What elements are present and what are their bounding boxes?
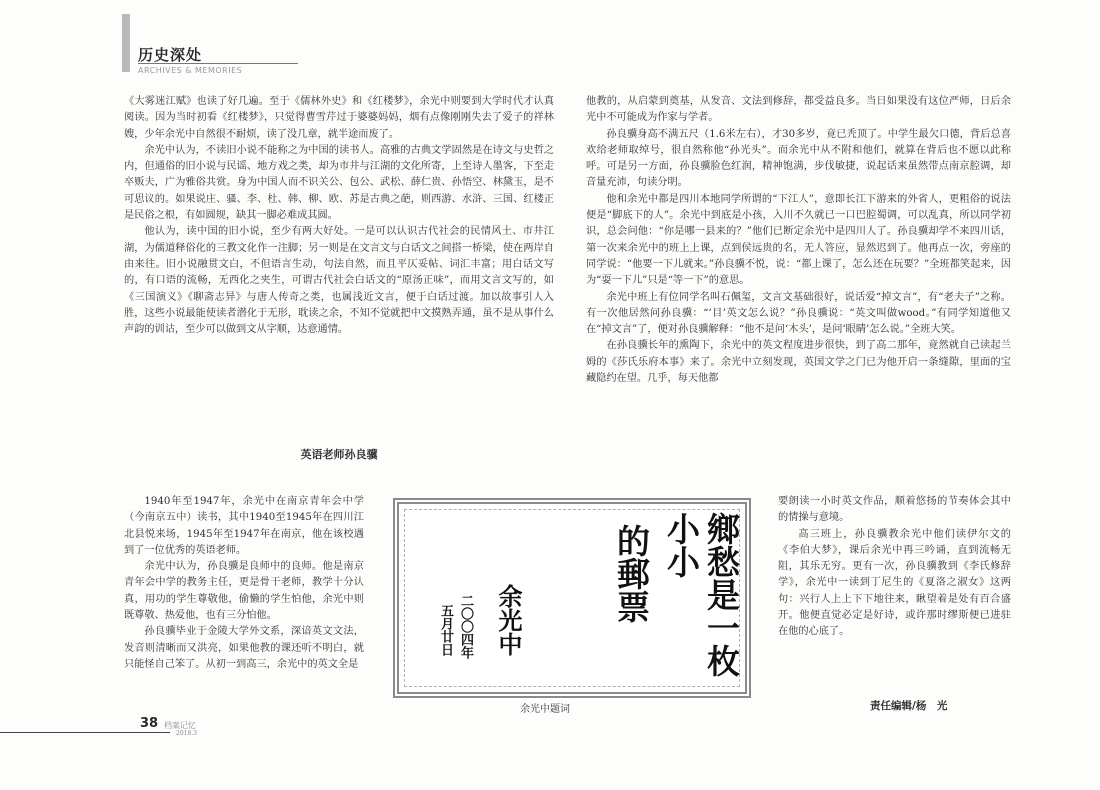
magazine-name: 档案记忆 — [164, 721, 196, 730]
section-title: 历史深处 — [138, 46, 203, 64]
calligraphy-date-line2: 五月廿日 — [438, 604, 453, 656]
calligraphy-title-line1: 鄉愁是一枚小小 — [662, 512, 741, 677]
right-column — [586, 94, 1011, 387]
right-column-lower — [778, 494, 1011, 641]
header-bar — [122, 14, 130, 72]
paragraph: 要朗读一小时英文作品，顺着悠扬的节奏体会其中的情操与意境。 — [778, 496, 1011, 524]
page-number: 38 — [140, 716, 159, 731]
calligraphy-author: 余光中 — [494, 584, 523, 656]
paragraph: 他和余光中都是四川本地同学所谓的“下江人”，意即长江下游来的外省人，更粗俗的说法便是“脚底下的人”。余光中到底是小孩，入川不久就已一口巴腔蜀调，可以乱真，所以同学初识，总会问他：“你是哪一县来的？”他们已断定余光中是四川人了。孙良骥却学不来四川话，第一次来余光中的班上上课，点到侯远贵的名，无人答应，显然迟到了。他再点一次，旁座的同学说：“他要一下儿就来。”孙良骥不悦，说：“都上课了，怎么还在玩要？”全班都笑起来，因为“耍一下儿”只是“等一下”的意思。 — [586, 193, 1011, 287]
subsection-heading: 英语老师孙良骥 — [300, 448, 378, 461]
paragraph: 他教的，从启蒙到奠基，从发音、文法到修辞，都受益良多。当日如果没有这位严师，日后余光中不可能成为作家与学者。 — [586, 96, 1011, 124]
paragraph: 《大雾迷江赋》也读了好几遍。至于《儒林外史》和《红楼梦》，余光中则要到大学时代才认真阅读。因为当时初看《红楼梦》，只觉得曹雪芹过于婆婆妈妈，烟有点像刚刚失去了爱子的祥林嫂，少年余光中自然很不耐烦，读了没几章，就半途而废了。 — [124, 96, 554, 140]
paragraph: 1940年至1947年，余光中在南京青年会中学（今南京五中）读书，其中1940至1945年在四川江北县悦来场，1945年至1947年在南京，他在该校遇到了一位优秀的英语老师。 — [124, 496, 364, 556]
paragraph: 余光中认为，孙良骥是良师中的良师。他是南京青年会中学的教务主任，更是骨干老师，教学十分认真，用功的学生尊敬他，偷懒的学生怕他，余光中则既尊敬、热爱他，也有三分怕他。 — [124, 561, 364, 622]
paragraph: 余光中班上有位同学名叫石佩玺，文言文基础很好，说话爱“掉文言”，有“老夫子”之称。有一次他居然问孙良骥：“‘目’英文怎么说？”孙良骥说：“英文叫做wood。”有同学知道他又在“掉文言”了，便对孙良骥解释：“他不是问‘木头’，是问‘眼睛’怎么说。”全班大笑。 — [586, 291, 1011, 336]
calligraphy-image — [393, 498, 751, 698]
paragraph: 在孙良骥长年的熏陶下，余光中的英文程度进步很快，到了高二那年，竟然就自己读起兰姆的《莎氏乐府本事》来了。余光中立刻发现，英国文学之门已为他开启一条缝隙，里面的宝藏隐约在望。几乎，每天他都 — [586, 340, 1011, 385]
calligraphy-date-line1: 二〇〇四年 — [458, 594, 473, 659]
left-column — [124, 94, 554, 338]
header-rule — [138, 63, 298, 64]
calligraphy-title-line2: 的郵票 — [612, 524, 651, 623]
footer-rule — [0, 732, 170, 733]
paragraph: 孙良骥身高不满五尺（1.6米左右），才30多岁，竟已秃顶了。中学生最欠口德，背后总喜欢给老师取绰号，很自然称他“孙光头”。而余光中从不附和他们，就算在背后也不愿以此称呼。可是另一方面，孙良骥脸色红润，精神饱满，步伐敏捷，说起话来虽然带点南京腔调，却音量充沛，句读分明。 — [586, 128, 1011, 189]
issue-year: 2018.3 — [176, 730, 197, 737]
paragraph: 他认为，读中国的旧小说，至少有两大好处。一是可以认识古代社会的民情风土、市井江湖，为儒道释俗化的三教文化作一注脚；另一则是在文言文与白话文之间搭一桥梁，使在两岸自由来往。旧小说融贯文白，不但语言生动，句法自然，而且平仄妥帖、词汇丰富；用白话文写的，有口语的流畅，无西化之夹生，可谓古代社会白话文的“原汤正味”，而用文言文写的，如《三国演义》《聊斋志异》与唐人传奇之类，也属浅近文言，便于白话过渡。加以故事引人入胜，这些小说最能使读者潜化于无形，耽读之余，不知不觉就把中文摸熟弄通，虽不是从事什么声韵的训诂，至少可以做到文从字顺，达意通情。 — [124, 226, 554, 336]
paragraph: 余光中认为，不读旧小说不能称之为中国的读书人。高雅的古典文学固然是在诗文与史哲之内，但通俗的旧小说与民谣、地方戏之类，却为市井与江湖的文化所寄，上至诗人墨客，下至走卒贩夫，广为雅俗共赏。身为中国人而不识关公、包公、武松、薛仁贵、孙悟空、林黛玉，是不可思议的。如果说庄、骚、李、杜、韩、柳、欧、苏是古典之葩，则西游、水浒、三国、红楼正是民俗之根，有如圆规，缺其一脚必难成其圆。 — [124, 144, 554, 222]
left-column-lower — [124, 494, 364, 673]
section-subtitle: ARCHIVES & MEMORIES — [138, 66, 243, 75]
image-caption: 余光中题词 — [520, 704, 570, 715]
paragraph: 高三班上，孙良骥教余光中他们读伊尔文的《李伯大梦》，课后余光中再三吟诵，直到流畅无阻，其乐无穷。更有一次，孙良骥教到《李氏修辞学》，余光中一读到丁尼生的《夏洛之淑女》这两句：兴行人上上下下地往来，瞅望着是处有百合盛开。他便直觉必定是好诗，或许那时缪斯便已进驻在他的心底了。 — [778, 528, 1011, 638]
editor-credit: 责任编辑/杨 光 — [870, 700, 948, 712]
paragraph: 孙良骥毕业于金陵大学外文系，深谙英文文法，发音则清晰而又洪亮，如果他教的课还听不明白，就只能怪自己笨了。从初一到高三，余光中的英文全是 — [124, 626, 364, 670]
